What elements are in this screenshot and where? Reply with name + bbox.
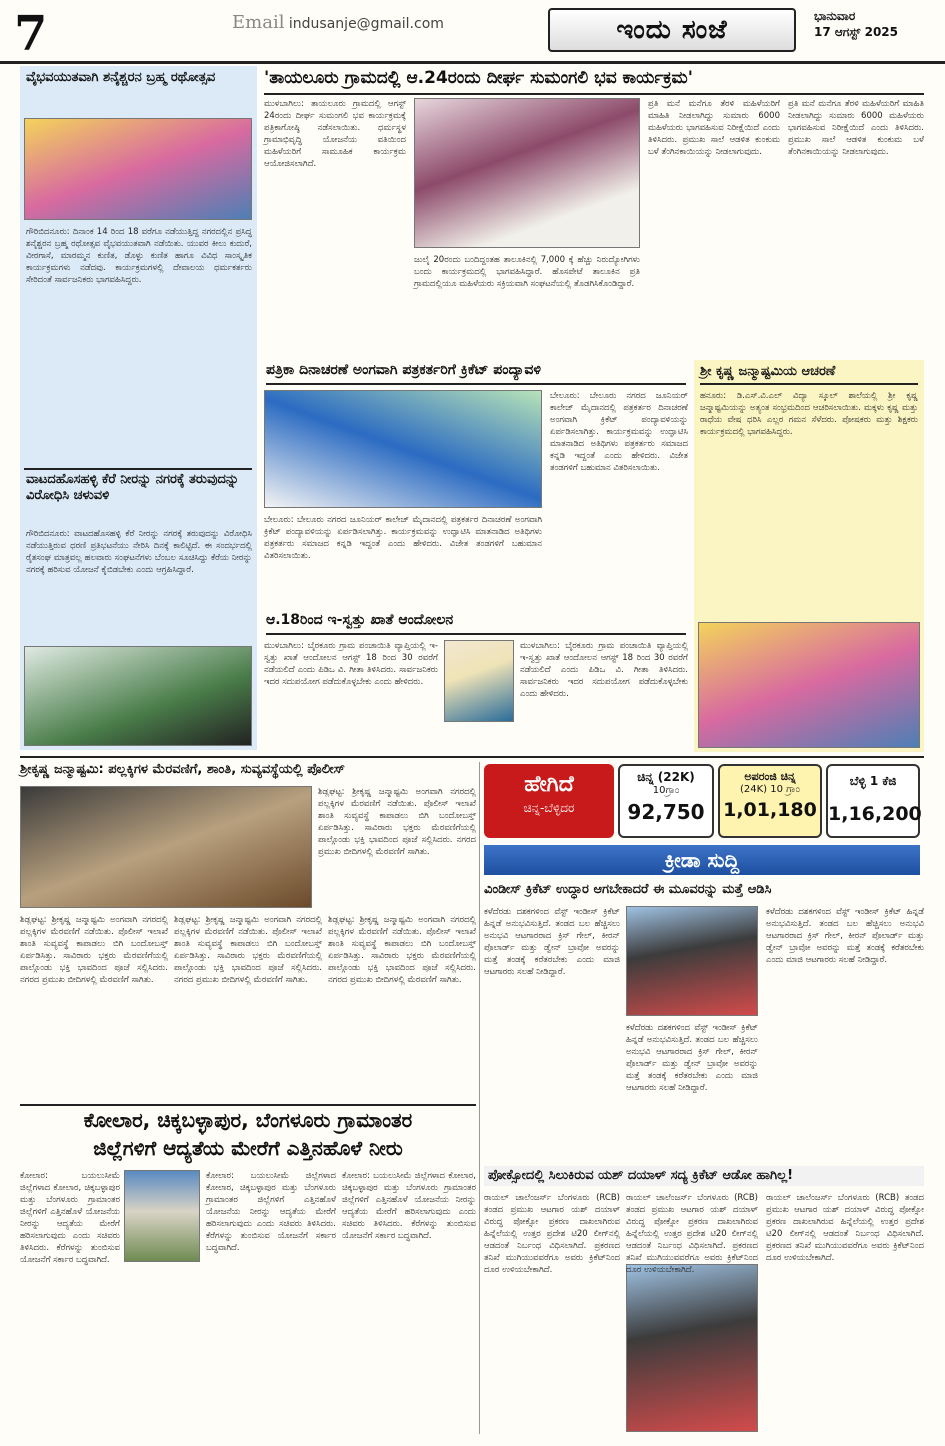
janmashtami-box <box>694 360 924 752</box>
water-story <box>20 1104 476 1434</box>
photo-minister <box>124 1170 200 1262</box>
story-body: ಕೋಲಾರ: ಬಯಲುಸೀಮೆ ಜಿಲ್ಲೆಗಳಾದ ಕೋಲಾರ, ಚಿಕ್ಕಬಳ್ಳಾಪುರ ಮತ್ತು ಬೆಂಗಳೂರು ಗ್ರಾಮಾಂತರ ಜಿಲ್ಲೆಗಳಿಗೆ ಎತ್ತಿನಹೊಳೆ ಯೋಜನೆಯ ನೀರನ್ನು ಆದ್ಯತೆಯ ಮೇರೆಗೆ ಹರಿಸಲಾಗುವುದು ಎಂದು ಸಚಿವರು ತಿಳಿಸಿದರು. ಕೆರೆಗಳನ್ನು ತುಂಬಿಸುವ ಯೋಜನೆಗೆ ಸರ್ಕಾರ ಬದ್ಧವಾಗಿದೆ. <box>20 1171 120 1265</box>
story-headline: ಪೋಕ್ಸೋದಲ್ಲಿ ಸಿಲುಕಿರುವ ಯಶ್ ದಯಾಳ್ ಸದ್ಯ ಕ್ರಿಕೆಟ್ ಆಡೋ ಹಾಗಿಲ್ಲ! <box>484 1166 924 1186</box>
story-headline: ಶ್ರೀಕೃಷ್ಣ ಜನ್ಮಾಷ್ಟಮಿ: ಪಲ್ಲಕ್ಕಿಗಳ ಮೆರವಣಿಗೆ, ಶಾಂತಿ, ಸುವ್ಯವಸ್ಥೆಯಲ್ಲಿ ಪೊಲೀಸ್ <box>20 762 345 777</box>
story-body-continued: ರಾಯಲ್ ಚಾಲೆಂಜರ್ಸ್ ಬೆಂಗಳೂರು (RCB) ತಂಡದ ಪ್ರಮುಖ ಆಟಗಾರ ಯಶ್ ದಯಾಳ್ ವಿರುದ್ಧ ಪೋಕ್ಸೋ ಪ್ರಕರಣ ದಾಖಲಾಗಿರುವ ಹಿನ್ನೆಲೆಯಲ್ಲಿ ಉತ್ತರ ಪ್ರದೇಶ ಟಿ20 ಲೀಗ್‌ನಲ್ಲಿ ಆಡದಂತೆ ನಿರ್ಬಂಧ ವಿಧಿಸಲಾಗಿದೆ. ಪ್ರಕರಣದ ತನಿಖೆ ಮುಗಿಯುವವರೆಗೂ ಅವರು ಕ್ರಿಕೆಟ್‌ನಿಂದ ದೂರ ಉಳಿಯಬೇಕಾಗಿದೆ. <box>766 1193 924 1263</box>
story-body: ಶಿಡ್ಲಘಟ್ಟ: ಶ್ರೀಕೃಷ್ಣ ಜನ್ಮಾಷ್ಟಮಿ ಅಂಗವಾಗಿ ನಗರದಲ್ಲಿ ಪಲ್ಲಕ್ಕಿಗಳ ಮೆರವಣಿಗೆ ನಡೆಯಿತು. ಪೊಲೀಸ್ ಇಲಾಖೆ ಶಾಂತಿ ಸುವ್ಯವಸ್ಥೆ ಕಾಪಾಡಲು ಬಿಗಿ ಬಂದೋಬಸ್ತ್ ಏರ್ಪಡಿಸಿತ್ತು. ಸಾವಿರಾರು ಭಕ್ತರು ಮೆರವಣಿಗೆಯಲ್ಲಿ ಪಾಲ್ಗೊಂಡು ಭಕ್ತಿ ಭಾವದಿಂದ ಪೂಜೆ ಸಲ್ಲಿಸಿದರು. ನಗರದ ಪ್ರಮುಖ ಬೀದಿಗಳಲ್ಲಿ ಮೆರವಣಿಗೆ ಸಾಗಿತು. <box>318 787 476 857</box>
silver-label: ಬೆಳ್ಳಿ 1 ಕೆಜಿ <box>849 774 897 788</box>
story-headline: ವಿಂಡೀಸ್ ಕ್ರಿಕೆಟ್ ಉದ್ಧಾರ ಆಗಬೇಕಾದರೆ ಈ ಮೂವರನ್ನು ಮತ್ತೆ ಆಡಿಸಿ <box>484 882 772 897</box>
story-body: ಗೌರಿಬಿದನೂರು: ವಾಟದಹೊಸಹಳ್ಳಿ ಕೆರೆ ನೀರನ್ನು ನಗರಕ್ಕೆ ತರುವುದನ್ನು ವಿರೋಧಿಸಿ ನಡೆಯುತ್ತಿರುವ ಧರಣಿ ಪ್ರತಿಭಟನೆಯು ನೇರಿಸಿ ದಿನಕ್ಕೆ ಕಾಲಿಟ್ಟಿದೆ. ಈ ಸಂದರ್ಭದಲ್ಲಿ ರೈತಸಂಘ ಮಾತ್ರವಲ್ಲ ಹಲವಾರು ಸಂಘಟನೆಗಳು ಬೆಂಬಲ ಸೂಚಿಸಿದ್ದು ಕೆರೆಯ ನೀರನ್ನು ನಗರಕ್ಕೆ ಹರಿಸುವ ಯೋಜನೆ ಕೈಬಿಡಬೇಕು ಎಂದು ಆಗ್ರಹಿಸಿದ್ದಾರೆ. <box>26 529 252 575</box>
police-story <box>20 762 476 1100</box>
story-body-continued: ರಾಯಲ್ ಚಾಲೆಂಜರ್ಸ್ ಬೆಂಗಳೂರು (RCB) ತಂಡದ ಪ್ರಮುಖ ಆಟಗಾರ ಯಶ್ ದಯಾಳ್ ವಿರುದ್ಧ ಪೋಕ್ಸೋ ಪ್ರಕರಣ ದಾಖಲಾಗಿರುವ ಹಿನ್ನೆಲೆಯಲ್ಲಿ ಉತ್ತರ ಪ್ರದೇಶ ಟಿ20 ಲೀಗ್‌ನಲ್ಲಿ ಆಡದಂತೆ ನಿರ್ಬಂಧ ವಿಧಿಸಲಾಗಿದೆ. ಪ್ರಕರಣದ ತನಿಖೆ ಮುಗಿಯುವವರೆಗೂ ಅವರು ಕ್ರಿಕೆಟ್‌ನಿಂದ ದೂರ ಉಳಿಯಬೇಕಾಗಿದೆ. <box>626 1193 758 1275</box>
e-swattu-story <box>264 612 688 752</box>
story-body-continued: ಶಿಡ್ಲಘಟ್ಟ: ಶ್ರೀಕೃಷ್ಣ ಜನ್ಮಾಷ್ಟಮಿ ಅಂಗವಾಗಿ ನಗರದಲ್ಲಿ ಪಲ್ಲಕ್ಕಿಗಳ ಮೆರವಣಿಗೆ ನಡೆಯಿತು. ಪೊಲೀಸ್ ಇಲಾಖೆ ಶಾಂತಿ ಸುವ್ಯವಸ್ಥೆ ಕಾಪಾಡಲು ಬಿಗಿ ಬಂದೋಬಸ್ತ್ ಏರ್ಪಡಿಸಿತ್ತು. ಸಾವಿರಾರು ಭಕ್ತರು ಮೆರವಣಿಗೆಯಲ್ಲಿ ಪಾಲ್ಗೊಂಡು ಭಕ್ತಿ ಭಾವದಿಂದ ಪೂಜೆ ಸಲ್ಲಿಸಿದರು. ನಗರದ ಪ್ರಮುಖ ಬೀದಿಗಳಲ್ಲಿ ಮೆರವಣಿಗೆ ಸಾಗಿತು. <box>20 915 168 985</box>
silver-value: 1,16,200 <box>828 803 922 825</box>
yash-dayal-story <box>484 1164 924 1434</box>
story-body: ಮುಳಬಾಗಿಲು: ಬೈರಕೂರು ಗ್ರಾಮ ಪಂಚಾಯಿತಿ ವ್ಯಾಪ್ತಿಯಲ್ಲಿ ಇ-ಸ್ವತ್ತು ಖಾತೆ ಆಂದೋಲನ ಆಗಸ್ಟ್ 18 ರಿಂದ 30 ರವರೆಗೆ ನಡೆಯಲಿದೆ ಎಂದು ಪಿಡಿಒ ವಿ. ಗೀತಾ ತಿಳಿಸಿದರು. ಸಾರ್ವಜನಿಕರು ಇದರ ಸದುಪಯೋಗ ಪಡೆದುಕೊಳ್ಳಬೇಕು ಎಂದು ಹೇಳಿದರು. <box>264 641 438 687</box>
divider <box>24 468 252 470</box>
photo-yash-dayal <box>626 1264 758 1432</box>
story-body: ಮುಳಬಾಗಿಲು: ತಾಯಲೂರು ಗ್ರಾಮದಲ್ಲಿ ಆಗಸ್ಟ್ 24ರಂದು ದೀರ್ಘ ಸುಮಂಗಲಿ ಭವ ಕಾರ್ಯಕ್ರಮಕ್ಕೆ ಪತ್ರಿಕಾಗೋಷ್ಠಿ ನಡೆಸಲಾಯಿತು. ಧರ್ಮಸ್ಥಳ ಗ್ರಾಮಾಭಿವೃದ್ಧಿ ಯೋಜನೆಯ ವತಿಯಿಂದ ಮಹಿಳೆಯರಿಗೆ ಸಾಮೂಹಿಕ ಕಾರ್ಯಕ್ರಮ ಆಯೋಜಿಸಲಾಗಿದೆ. <box>264 99 406 169</box>
photo-officer <box>444 640 514 722</box>
story-body: ಗೌರಿಬಿದನೂರು: ದಿನಾಂಕ 14 ರಿಂದ 18 ವರೆಗೂ ನಡೆಯುತ್ತಿದ್ದ ನಗರದಲ್ಲಿನ ಪ್ರಸಿದ್ಧ ಶನೈಶ್ಚರನ ಬ್ರಹ್ಮ ರಥೋತ್ಸವ ವೈಭವಯುತವಾಗಿ ನಡೆಯಿತು. ಯುವರ ಕೀಲು ಕುದುರೆ, ವೀರಗಾಸೆ, ಮಾರಮ್ಮನ ಕುಣಿತ, ಡೊಳ್ಳು ಕುಣಿತ ಹಾಗೂ ವಿವಿಧ ಸಾಂಸ್ಕೃತಿಕ ಕಾರ್ಯಕ್ರಮಗಳು ನಡೆದವು. ಕಾರ್ಯಕ್ರಮಗಳಲ್ಲಿ ದೇವಾಲಯ ಧರ್ಮಕರ್ತರು ಸೇರಿದಂತೆ ಸಾರ್ವಜನಿಕರು ಭಾಗವಹಿಸಿದ್ದರು. <box>26 227 252 285</box>
photo-procession <box>20 786 312 908</box>
divider <box>20 1104 476 1106</box>
dateline <box>814 8 898 40</box>
story-body: ಕಳೆದೆರಡು ದಶಕಗಳಿಂದ ವೆಸ್ಟ್ ಇಂಡೀಸ್ ಕ್ರಿಕೆಟ್ ಹಿನ್ನಡೆ ಅನುಭವಿಸುತ್ತಿದೆ. ತಂಡದ ಬಲ ಹೆಚ್ಚಿಸಲು ಅನುಭವಿ ಆಟಗಾರರಾದ ಕ್ರಿಸ್ ಗೇಲ್, ಕೀರನ್ ಪೊಲಾರ್ಡ್ ಮತ್ತು ಡ್ವೇನ್ ಬ್ರಾವೋ ಅವರನ್ನು ಮತ್ತೆ ತಂಡಕ್ಕೆ ಕರೆತರಬೇಕು ಎಂದು ಮಾಜಿ ಆಟಗಾರರು ಸಲಹೆ ನೀಡಿದ್ದಾರೆ. <box>484 907 620 977</box>
email-label: Email <box>232 12 285 33</box>
gold-22k-box <box>618 764 714 838</box>
newspaper-logo: ಇಂದು ಸಂಜೆ <box>548 8 796 52</box>
story-body: ರಾಯಲ್ ಚಾಲೆಂಜರ್ಸ್ ಬೆಂಗಳೂರು (RCB) ತಂಡದ ಪ್ರಮುಖ ಆಟಗಾರ ಯಶ್ ದಯಾಳ್ ವಿರುದ್ಧ ಪೋಕ್ಸೋ ಪ್ರಕರಣ ದಾಖಲಾಗಿರುವ ಹಿನ್ನೆಲೆಯಲ್ಲಿ ಉತ್ತರ ಪ್ರದೇಶ ಟಿ20 ಲೀಗ್‌ನಲ್ಲಿ ಆಡದಂತೆ ನಿರ್ಬಂಧ ವಿಧಿಸಲಾಗಿದೆ. ಪ್ರಕರಣದ ತನಿಖೆ ಮುಗಿಯುವವರೆಗೂ ಅವರು ಕ್ರಿಕೆಟ್‌ನಿಂದ ದೂರ ಉಳಿಯಬೇಕಾಗಿದೆ. <box>484 1193 620 1275</box>
photo-students <box>24 118 252 220</box>
gold-22k-value: 92,750 <box>627 800 705 824</box>
story-headline-line2: ಜಿಲ್ಲೆಗಳಿಗೆ ಆದ್ಯತೆಯ ಮೇರೆಗೆ ಎತ್ತಿನಹೊಳೆ ನೀರು <box>93 1136 403 1160</box>
story-body-continued: ಕಳೆದೆರಡು ದಶಕಗಳಿಂದ ವೆಸ್ಟ್ ಇಂಡೀಸ್ ಕ್ರಿಕೆಟ್ ಹಿನ್ನಡೆ ಅನುಭವಿಸುತ್ತಿದೆ. ತಂಡದ ಬಲ ಹೆಚ್ಚಿಸಲು ಅನುಭವಿ ಆಟಗಾರರಾದ ಕ್ರಿಸ್ ಗೇಲ್, ಕೀರನ್ ಪೊಲಾರ್ಡ್ ಮತ್ತು ಡ್ವೇನ್ ಬ್ರಾವೋ ಅವರನ್ನು ಮತ್ತೆ ತಂಡಕ್ಕೆ ಕರೆತರಬೇಕು ಎಂದು ಮಾಜಿ ಆಟಗಾರರು ಸಲಹೆ ನೀಡಿದ್ದಾರೆ. <box>766 907 924 965</box>
sports-section-title: ಕ್ರೀಡಾ ಸುದ್ದಿ <box>484 845 920 875</box>
gold-rate-brand <box>484 764 614 838</box>
story-headline: ಪತ್ರಿಕಾ ದಿನಾಚರಣೆ ಅಂಗವಾಗಿ ಪತ್ರಕರ್ತರಿಗೆ ಕ್ರಿಕೆಟ್ ಪಂದ್ಯಾವಳಿ <box>266 362 686 385</box>
day-name: ಭಾನುವಾರ <box>814 9 856 23</box>
gold-24k-unit: (24K) 10 ಗ್ರಾಂ <box>740 784 800 795</box>
silver-box <box>826 764 920 838</box>
story-headline: ಆ.18ರಿಂದ ಇ-ಸ್ವತ್ತು ಖಾತೆ ಆಂದೋಲನ <box>266 612 686 635</box>
story-body-continued: ಪ್ರತಿ ಮನೆ ಮನೆಗೂ ತೆರಳಿ ಮಹಿಳೆಯರಿಗೆ ಮಾಹಿತಿ ನೀಡಲಾಗಿದ್ದು ಸುಮಾರು 6000 ಮಹಿಳೆಯರು ಭಾಗವಹಿಸುವ ನಿರೀಕ್ಷೆಯಿದೆ ಎಂದು ತಿಳಿಸಿದರು. ಪ್ರಮುಖ ಸಾಲೆ ಆಡಳಿತ ಕುಂಕುಮ ಬಳೆ ತೆಂಗಿನಕಾಯಿಯನ್ನು ನೀಡಲಾಗುವುದು. <box>788 99 924 157</box>
gold-22k-label: ಚಿನ್ನ (22K) <box>637 770 695 784</box>
left-column <box>20 66 257 750</box>
page-number: 7 <box>14 6 48 62</box>
gold-rate-title: ಹೇಗಿದೆ <box>524 772 574 797</box>
date: 17 ಆಗಸ್ಟ್ 2025 <box>814 25 898 39</box>
story-body-continued: ಕೋಲಾರ: ಬಯಲುಸೀಮೆ ಜಿಲ್ಲೆಗಳಾದ ಕೋಲಾರ, ಚಿಕ್ಕಬಳ್ಳಾಪುರ ಮತ್ತು ಬೆಂಗಳೂರು ಗ್ರಾಮಾಂತರ ಜಿಲ್ಲೆಗಳಿಗೆ ಎತ್ತಿನಹೊಳೆ ಯೋಜನೆಯ ನೀರನ್ನು ಆದ್ಯತೆಯ ಮೇರೆಗೆ ಹರಿಸಲಾಗುವುದು ಎಂದು ಸಚಿವರು ತಿಳಿಸಿದರು. ಕೆರೆಗಳನ್ನು ತುಂಬಿಸುವ ಯೋಜನೆಗೆ ಸರ್ಕಾರ ಬದ್ಧವಾಗಿದೆ. <box>206 1171 336 1253</box>
gold-24k-value: 1,01,180 <box>723 799 817 821</box>
photo-press-meet <box>414 98 640 248</box>
photo-cricketers <box>626 906 758 1016</box>
story-body: ಪ್ರತಿ ಮನೆ ಮನೆಗೂ ತೆರಳಿ ಮಹಿಳೆಯರಿಗೆ ಮಾಹಿತಿ ನೀಡಲಾಗಿದ್ದು ಸುಮಾರು 6000 ಮಹಿಳೆಯರು ಭಾಗವಹಿಸುವ ನಿರೀಕ್ಷೆಯಿದೆ ಎಂದು ತಿಳಿಸಿದರು. ಪ್ರಮುಖ ಸಾಲೆ ಆಡಳಿತ ಕುಂಕುಮ ಬಳೆ ತೆಂಗಿನಕಾಯಿಯನ್ನು ನೀಡಲಾಗುವುದು. <box>648 99 780 157</box>
email-line <box>232 12 444 33</box>
gold-24k-label: ಅಪರಂಜಿ ಚಿನ್ನ <box>744 770 796 783</box>
windies-story <box>484 880 924 1160</box>
top-story <box>264 66 924 356</box>
story-body-continued: ಕಳೆದೆರಡು ದಶಕಗಳಿಂದ ವೆಸ್ಟ್ ಇಂಡೀಸ್ ಕ್ರಿಕೆಟ್ ಹಿನ್ನಡೆ ಅನುಭವಿಸುತ್ತಿದೆ. ತಂಡದ ಬಲ ಹೆಚ್ಚಿಸಲು ಅನುಭವಿ ಆಟಗಾರರಾದ ಕ್ರಿಸ್ ಗೇಲ್, ಕೀರನ್ ಪೊಲಾರ್ಡ್ ಮತ್ತು ಡ್ವೇನ್ ಬ್ರಾವೋ ಅವರನ್ನು ಮತ್ತೆ ತಂಡಕ್ಕೆ ಕರೆತರಬೇಕು ಎಂದು ಮಾಜಿ ಆಟಗಾರರು ಸಲಹೆ ನೀಡಿದ್ದಾರೆ. <box>626 1023 758 1093</box>
gold-24k-box <box>718 764 822 838</box>
press-cricket-story <box>264 360 688 610</box>
story-headline: 'ತಾಯಲೂರು ಗ್ರಾಮದಲ್ಲಿ ಆ.24ರಂದು ದೀರ್ಘ ಸುಮಂಗಲಿ ಭವ ಕಾರ್ಯಕ್ರಮ' <box>264 68 924 95</box>
masthead <box>0 0 945 64</box>
gold-22k-unit: 10ಗ್ರಾಂ <box>652 785 680 796</box>
story-body: ಹನೂರು: ಡಿ.ಎಸ್.ವಿ.ಎಲ್ ವಿದ್ಯಾ ಸ್ಕೂಲ್ ಶಾಲೆಯಲ್ಲಿ ಶ್ರೀ ಕೃಷ್ಣ ಜನ್ಮಾಷ್ಟಮಿಯನ್ನು ಅತ್ಯಂತ ಸಂಭ್ರಮದಿಂದ ಆಚರಿಸಲಾಯಿತು. ಮಕ್ಕಳು ಕೃಷ್ಣ ಮತ್ತು ರಾಧೆಯ ವೇಷ ಧರಿಸಿ ಎಲ್ಲರ ಗಮನ ಸೆಳೆದರು. ಪೋಷಕರು ಮತ್ತು ಶಿಕ್ಷಕರು ಕಾರ್ಯಕ್ರಮದಲ್ಲಿ ಭಾಗವಹಿಸಿದ್ದರು. <box>700 391 918 437</box>
story-headline: ವೈಭವಯುತವಾಗಿ ಶನೈಶ್ಚರನ ಬ್ರಹ್ಮ ರಥೋತ್ಸವ <box>26 70 216 85</box>
gold-rate-subtitle: ಚಿನ್ನ-ಬೆಳ್ಳಿದರ <box>523 801 575 815</box>
story-body: ಬೇಲೂರು: ಬೇಲೂರು ನಗರದ ಜೂನಿಯರ್ ಕಾಲೇಜ್ ಮೈದಾನದಲ್ಲಿ ಪತ್ರಕರ್ತರ ದಿನಾಚರಣೆ ಅಂಗವಾಗಿ ಕ್ರಿಕೆಟ್ ಪಂದ್ಯಾವಳಿಯನ್ನು ಏರ್ಪಡಿಸಲಾಗಿತ್ತು. ಕಾರ್ಯಕ್ರಮವನ್ನು ಉದ್ಘಾಟಿಸಿ ಮಾತನಾಡಿದ ಅತಿಥಿಗಳು ಪತ್ರಕರ್ತರು ಸಮಾಜದ ಕನ್ನಡಿ ಇದ್ದಂತೆ ಎಂದು ಹೇಳಿದರು. ವಿಜೇತ ತಂಡಗಳಿಗೆ ಬಹುಮಾನ ವಿತರಿಸಲಾಯಿತು. <box>264 515 542 561</box>
email-address: indusanje@gmail.com <box>288 16 444 32</box>
story-body: ಜುಲೈ 20ರಂದು ಬಂದಿದ್ದಂತಹ ತಾಲೂಕಿನಲ್ಲಿ 7,000 ಕ್ಕೆ ಹೆಚ್ಚು ನಿರುದ್ಯೋಗಿಗಳು ಬಂದು ಕಾರ್ಯಕ್ರಮದಲ್ಲಿ ಭಾಗವಹಿಸಿದ್ದಾರೆ. ಹೊಸಪೇಟೆ ತಾಲೂಕಿನ ಪ್ರತಿ ಗ್ರಾಮದಲ್ಲಿಯೂ ಮಹಿಳೆಯರು ಸಕ್ರಿಯವಾಗಿ ಸಂಘಟನೆಯಲ್ಲಿ ತೊಡಗಿಸಿಕೊಂಡಿದ್ದಾರೆ. <box>414 255 640 289</box>
photo-cricket-event <box>264 390 542 508</box>
section-divider <box>20 756 924 758</box>
column-divider <box>479 762 480 1434</box>
story-body-continued: ಮುಳಬಾಗಿಲು: ಬೈರಕೂರು ಗ್ರಾಮ ಪಂಚಾಯಿತಿ ವ್ಯಾಪ್ತಿಯಲ್ಲಿ ಇ-ಸ್ವತ್ತು ಖಾತೆ ಆಂದೋಲನ ಆಗಸ್ಟ್ 18 ರಿಂದ 30 ರವರೆಗೆ ನಡೆಯಲಿದೆ ಎಂದು ಪಿಡಿಒ ವಿ. ಗೀತಾ ತಿಳಿಸಿದರು. ಸಾರ್ವಜನಿಕರು ಇದರ ಸದುಪಯೋಗ ಪಡೆದುಕೊಳ್ಳಬೇಕು ಎಂದು ಹೇಳಿದರು. <box>520 641 688 699</box>
story-body-continued: ಶಿಡ್ಲಘಟ್ಟ: ಶ್ರೀಕೃಷ್ಣ ಜನ್ಮಾಷ್ಟಮಿ ಅಂಗವಾಗಿ ನಗರದಲ್ಲಿ ಪಲ್ಲಕ್ಕಿಗಳ ಮೆರವಣಿಗೆ ನಡೆಯಿತು. ಪೊಲೀಸ್ ಇಲಾಖೆ ಶಾಂತಿ ಸುವ್ಯವಸ್ಥೆ ಕಾಪಾಡಲು ಬಿಗಿ ಬಂದೋಬಸ್ತ್ ಏರ್ಪಡಿಸಿತ್ತು. ಸಾವಿರಾರು ಭಕ್ತರು ಮೆರವಣಿಗೆಯಲ್ಲಿ ಪಾಲ್ಗೊಂಡು ಭಕ್ತಿ ಭಾವದಿಂದ ಪೂಜೆ ಸಲ್ಲಿಸಿದರು. ನಗರದ ಪ್ರಮುಖ ಬೀದಿಗಳಲ್ಲಿ ಮೆರವಣಿಗೆ ಸಾಗಿತು. <box>174 915 322 985</box>
story-body-continued: ಶಿಡ್ಲಘಟ್ಟ: ಶ್ರೀಕೃಷ್ಣ ಜನ್ಮಾಷ್ಟಮಿ ಅಂಗವಾಗಿ ನಗರದಲ್ಲಿ ಪಲ್ಲಕ್ಕಿಗಳ ಮೆರವಣಿಗೆ ನಡೆಯಿತು. ಪೊಲೀಸ್ ಇಲಾಖೆ ಶಾಂತಿ ಸುವ್ಯವಸ್ಥೆ ಕಾಪಾಡಲು ಬಿಗಿ ಬಂದೋಬಸ್ತ್ ಏರ್ಪಡಿಸಿತ್ತು. ಸಾವಿರಾರು ಭಕ್ತರು ಮೆರವಣಿಗೆಯಲ್ಲಿ ಪಾಲ್ಗೊಂಡು ಭಕ್ತಿ ಭಾವದಿಂದ ಪೂಜೆ ಸಲ್ಲಿಸಿದರು. ನಗರದ ಪ್ರಮುಖ ಬೀದಿಗಳಲ್ಲಿ ಮೆರವಣಿಗೆ ಸಾಗಿತು. <box>328 915 476 985</box>
story-body-continued: ಕೋಲಾರ: ಬಯಲುಸೀಮೆ ಜಿಲ್ಲೆಗಳಾದ ಕೋಲಾರ, ಚಿಕ್ಕಬಳ್ಳಾಪುರ ಮತ್ತು ಬೆಂಗಳೂರು ಗ್ರಾಮಾಂತರ ಜಿಲ್ಲೆಗಳಿಗೆ ಎತ್ತಿನಹೊಳೆ ಯೋಜನೆಯ ನೀರನ್ನು ಆದ್ಯತೆಯ ಮೇರೆಗೆ ಹರಿಸಲಾಗುವುದು ಎಂದು ಸಚಿವರು ತಿಳಿಸಿದರು. ಕೆರೆಗಳನ್ನು ತುಂಬಿಸುವ ಯೋಜನೆಗೆ ಸರ್ಕಾರ ಬದ್ಧವಾಗಿದೆ. <box>342 1171 476 1241</box>
story-headline: ವಾಟದಹೊಸಹಳ್ಳಿ ಕೆರೆ ನೀರನ್ನು ನಗರಕ್ಕೆ ತರುವುದನ್ನು ವಿರೋಧಿಸಿ ಚಳುವಳಿ <box>26 472 240 504</box>
story-body-continued: ಬೇಲೂರು: ಬೇಲೂರು ನಗರದ ಜೂನಿಯರ್ ಕಾಲೇಜ್ ಮೈದಾನದಲ್ಲಿ ಪತ್ರಕರ್ತರ ದಿನಾಚರಣೆ ಅಂಗವಾಗಿ ಕ್ರಿಕೆಟ್ ಪಂದ್ಯಾವಳಿಯನ್ನು ಏರ್ಪಡಿಸಲಾಗಿತ್ತು. ಕಾರ್ಯಕ್ರಮವನ್ನು ಉದ್ಘಾಟಿಸಿ ಮಾತನಾಡಿದ ಅತಿಥಿಗಳು ಪತ್ರಕರ್ತರು ಸಮಾಜದ ಕನ್ನಡಿ ಇದ್ದಂತೆ ಎಂದು ಹೇಳಿದರು. ವಿಜೇತ ತಂಡಗಳಿಗೆ ಬಹುಮಾನ ವಿತರಿಸಲಾಯಿತು. <box>550 391 688 473</box>
photo-children-costumes <box>698 622 920 748</box>
photo-protest <box>24 646 252 746</box>
story-headline-line1: ಕೋಲಾರ, ಚಿಕ್ಕಬಳ್ಳಾಪುರ, ಬೆಂಗಳೂರು ಗ್ರಾಮಾಂತರ <box>83 1108 413 1132</box>
story-headline: ಶ್ರೀ ಕೃಷ್ಣ ಜನ್ಮಾಷ್ಟಮಿಯ ಆಚರಣೆ <box>700 364 918 385</box>
